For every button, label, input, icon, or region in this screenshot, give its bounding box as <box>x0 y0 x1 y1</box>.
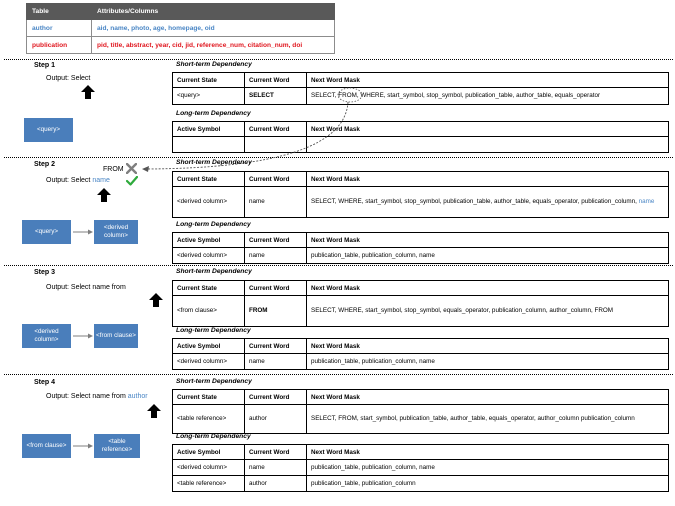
schema-table-name: publication <box>27 37 92 54</box>
short-term-title: Short-term Dependency <box>176 159 252 166</box>
mask-cell: publication_table, publication_column <box>307 476 669 492</box>
col-header: Active Symbol <box>173 445 245 460</box>
step-separator <box>4 374 673 375</box>
pointer-arrow-icon <box>81 85 95 99</box>
pointer-arrow-icon <box>97 188 111 202</box>
col-header: Active Symbol <box>173 233 245 248</box>
col-header: Next Word Mask <box>307 339 669 354</box>
short-term-title: Short-term Dependency <box>176 268 252 275</box>
output-new-word: author <box>127 393 148 400</box>
col-header: Next Word Mask <box>307 390 669 405</box>
output-label: Output: <box>46 393 69 400</box>
rejected-word: FROM <box>103 166 124 173</box>
mask-cell: publication_table, publication_column, name <box>307 460 669 476</box>
col-header: Current State <box>173 73 245 88</box>
output-text: Select <box>70 177 93 184</box>
word-cell: name <box>245 187 307 218</box>
state-cell: <derived column> <box>173 187 245 218</box>
long-term-title: Long-term Dependency <box>176 327 251 334</box>
output-label: Output: <box>46 177 69 184</box>
symbol-box: <derived column> <box>22 324 71 348</box>
symbol-cell: <derived column> <box>173 460 245 476</box>
state-cell: <table reference> <box>173 405 245 434</box>
mask-cell: SELECT, FROM, WHERE, start_symbol, stop_symbol, publication_table, author_table, equals_operator <box>307 88 669 105</box>
transition-arrow-icon <box>73 228 93 236</box>
state-cell: <query> <box>173 88 245 105</box>
schema-header-attributes: Attributes/Columns <box>92 4 335 20</box>
step-title: Step 1 <box>34 62 56 69</box>
output-new-word: name <box>92 177 110 184</box>
output-label: Output: <box>46 284 69 291</box>
col-header: Current Word <box>245 390 307 405</box>
word-cell: author <box>245 405 307 434</box>
transition-arrow-icon <box>73 442 93 450</box>
mask-new-word: name <box>638 198 655 206</box>
col-header: Current State <box>173 390 245 405</box>
schema-header-table: Table <box>27 4 92 20</box>
output-line <box>46 393 148 400</box>
word-cell: name <box>245 354 307 370</box>
symbol-box: <table reference> <box>94 434 140 458</box>
col-header: Current Word <box>245 73 307 88</box>
schema-table-attrs: pid, title, abstract, year, cid, jid, reference_num, citation_num, doi <box>92 37 335 54</box>
output-text: Select name from <box>70 393 128 400</box>
symbol-box: <derived column> <box>94 220 138 244</box>
short-term-title: Short-term Dependency <box>176 378 252 385</box>
col-header: Next Word Mask <box>307 172 669 187</box>
output-label: Output: <box>46 75 69 82</box>
state-cell: <from clause> <box>173 296 245 327</box>
col-header: Current State <box>173 172 245 187</box>
output-text: Select name from <box>70 284 126 291</box>
word-cell: author <box>245 476 307 492</box>
symbol-box: <query> <box>22 220 71 244</box>
transition-arrow-icon <box>73 332 93 340</box>
symbol-cell: <derived column> <box>173 354 245 370</box>
schema-table <box>26 3 335 54</box>
col-header: Next Word Mask <box>307 73 669 88</box>
mask-cell <box>307 187 669 218</box>
step-separator <box>4 59 673 60</box>
accept-check-icon <box>126 176 138 186</box>
step-title: Step 2 <box>34 161 56 168</box>
output-line <box>46 177 110 184</box>
col-header: Current Word <box>245 233 307 248</box>
short-term-title: Short-term Dependency <box>176 61 252 68</box>
symbol-cell: <table reference> <box>173 476 245 492</box>
mask-cell: publication_table, publication_column, name <box>307 354 669 370</box>
symbol-box: <query> <box>24 118 73 142</box>
long-term-title: Long-term Dependency <box>176 433 251 440</box>
word-cell: name <box>245 248 307 264</box>
word-cell: name <box>245 460 307 476</box>
symbol-box: <from clause> <box>94 324 138 348</box>
col-header: Current Word <box>245 122 307 137</box>
short-term-table <box>172 280 669 327</box>
col-header: Next Word Mask <box>307 445 669 460</box>
long-term-title: Long-term Dependency <box>176 221 251 228</box>
symbol-box: <from clause> <box>22 434 71 458</box>
col-header: Current Word <box>245 172 307 187</box>
mask-cell: SELECT, WHERE, start_symbol, stop_symbol, equals_operator, publication_column, author_column, FROM <box>307 296 669 327</box>
long-term-table <box>172 338 669 370</box>
col-header: Current Word <box>245 445 307 460</box>
col-header: Current Word <box>245 281 307 296</box>
step-separator <box>4 265 673 266</box>
schema-table-name: author <box>27 20 92 37</box>
col-header: Current Word <box>245 339 307 354</box>
col-header: Active Symbol <box>173 339 245 354</box>
col-header: Next Word Mask <box>307 233 669 248</box>
step-title: Step 4 <box>34 379 56 386</box>
mask-text: SELECT, WHERE, start_symbol, stop_symbol, publication_table, author_table, equals_operator, publication_column, <box>311 198 639 206</box>
word-cell: SELECT <box>245 88 307 105</box>
output-line <box>46 284 126 291</box>
word-cell: FROM <box>245 296 307 327</box>
col-header: Active Symbol <box>173 122 245 137</box>
long-term-title: Long-term Dependency <box>176 110 251 117</box>
col-header: Next Word Mask <box>307 281 669 296</box>
pointer-arrow-icon <box>147 404 161 418</box>
col-header: Current State <box>173 281 245 296</box>
long-term-table <box>172 232 669 264</box>
short-term-table <box>172 171 669 218</box>
mask-cell: publication_table, publication_column, name <box>307 248 669 264</box>
mask-cell: SELECT, FROM, start_symbol, publication_table, author_table, equals_operator, author_column publication_column <box>307 405 669 434</box>
long-term-table <box>172 444 669 492</box>
reject-x-icon <box>126 163 137 174</box>
schema-table-attrs: aid, name, photo, age, homepage, oid <box>92 20 335 37</box>
short-term-table <box>172 389 669 434</box>
symbol-cell: <derived column> <box>173 248 245 264</box>
col-header: Next Word Mask <box>307 122 669 137</box>
output-line <box>46 75 90 82</box>
step-title: Step 3 <box>34 269 56 276</box>
pointer-arrow-icon <box>149 293 163 307</box>
output-text: Select <box>70 75 91 82</box>
